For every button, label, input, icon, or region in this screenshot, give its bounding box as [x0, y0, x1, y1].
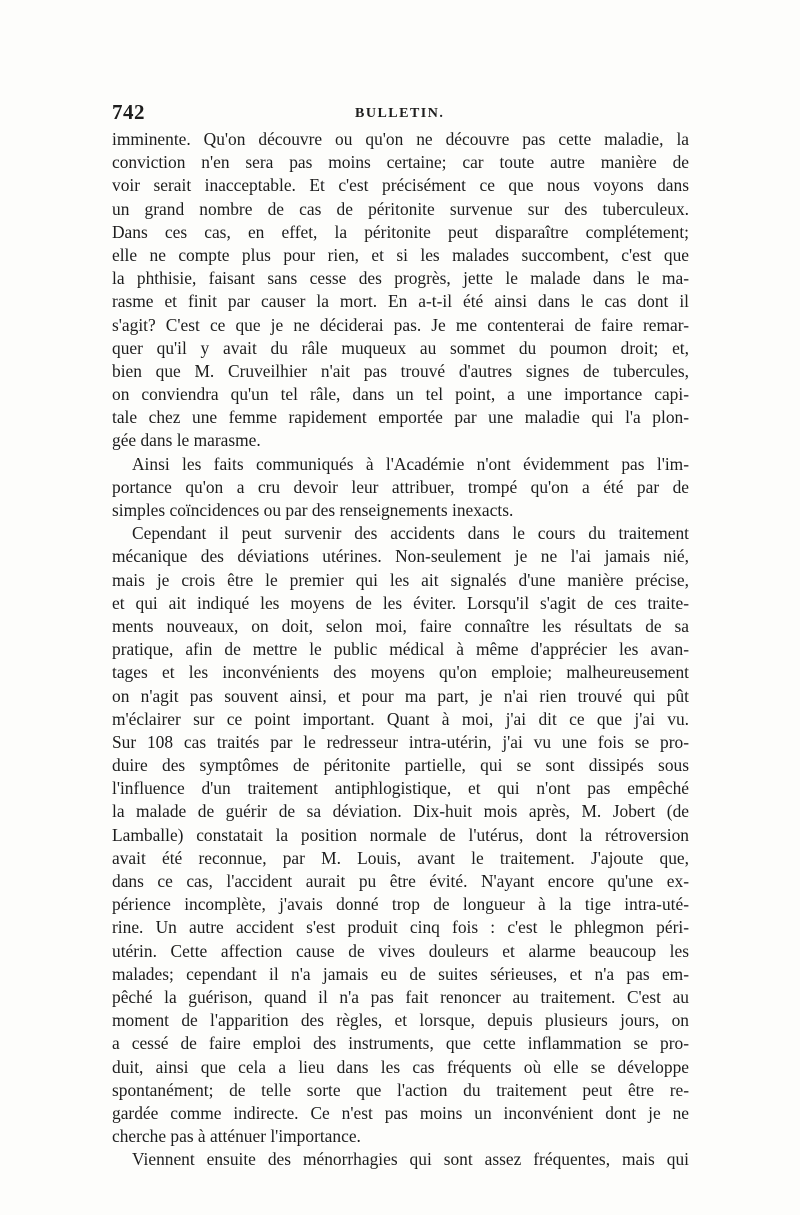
- text-line: pratique, afin de mettre le public médical à même d'apprécier les avan-: [112, 639, 689, 660]
- text-line: gardée comme indirecte. Ce n'est pas moins un inconvénient dont je ne: [112, 1102, 689, 1123]
- text-line: utérin. Cette affection cause de vives douleurs et alarme beaucoup les: [112, 940, 689, 961]
- body-text: [112, 128, 689, 1171]
- text-line: tages et les inconvénients des moyens qu'on emploie; malheureusement: [112, 662, 689, 683]
- text-line: imminente. Qu'on découvre ou qu'on ne découvre pas cette maladie, la: [112, 129, 689, 149]
- text-line: on n'agit pas souvent ainsi, et pour ma part, je n'ai rien trouvé qui pût: [112, 685, 689, 706]
- text-line: duire des symptômes de péritonite partielle, qui se sont dissipés sous: [112, 755, 689, 776]
- text-line: bien que M. Cruveilhier n'ait pas trouvé d'autres signes de tubercules,: [112, 360, 689, 381]
- text-line: rasme et finit par causer la mort. En a-t-il été ainsi dans le cas dont il: [112, 291, 689, 312]
- text-line: malades; cependant il n'a jamais eu de suites sérieuses, et n'a pas em-: [112, 963, 689, 984]
- text-line: et qui ait indiqué les moyens de les éviter. Lorsqu'il s'agit de ces traite-: [112, 592, 689, 613]
- text-line: la phthisie, faisant sans cesse des progrès, jette le malade dans le ma-: [112, 268, 689, 289]
- text-line: Lamballe) constatait la position normale de l'utérus, dont la rétroversion: [112, 824, 689, 845]
- text-line: Sur 108 cas traités par le redresseur intra-utérin, j'ai vu une fois se pro-: [112, 731, 689, 752]
- text-line: m'éclairer sur ce point important. Quant à moi, j'ai dit ce que j'ai vu.: [112, 708, 689, 729]
- text-line: ments nouveaux, on doit, selon moi, faire connaître les résultats de sa: [112, 615, 689, 636]
- paragraph-start-line: Cependant il peut survenir des accidents dans le cours du traitement: [132, 523, 689, 544]
- text-line: Dans ces cas, en effet, la péritonite peut disparaître complétement;: [112, 221, 689, 242]
- text-line: s'agit? C'est ce que je ne déciderai pas. Je me contenterai de faire remar-: [112, 314, 689, 335]
- text-line: quer qu'il y avait du râle muqueux au sommet du poumon droit; et,: [112, 337, 689, 358]
- running-head: [112, 100, 692, 128]
- text-line: voir serait inacceptable. Et c'est précisément ce que nous voyons dans: [112, 175, 689, 196]
- text-line: rine. Un autre accident s'est produit cinq fois : c'est le phlegmon péri-: [112, 917, 689, 938]
- text-line: spontanément; de telle sorte que l'action du traitement peut être re-: [112, 1079, 689, 1100]
- text-line: avait été reconnue, par M. Louis, avant le traitement. J'ajoute que,: [112, 847, 689, 868]
- text-line: duit, ainsi que cela a lieu dans les cas fréquents où elle se développe: [112, 1056, 689, 1077]
- text-line: dans ce cas, l'accident aurait pu être évité. N'ayant encore qu'une ex-: [112, 871, 689, 891]
- text-line: mécanique des déviations utérines. Non-seulement je ne l'ai jamais nié,: [112, 546, 689, 567]
- page-number: 742: [112, 100, 145, 124]
- text-line: périence incomplète, j'avais donné trop de longueur à la tige intra-uté-: [112, 894, 689, 915]
- text-line: a cessé de faire emploi des instruments, que cette inflammation se pro-: [112, 1033, 689, 1054]
- paragraph-end-line: simples coïncidences ou par des renseignements inexacts.: [112, 500, 514, 520]
- text-line: elle ne compte plus pour rien, et si les malades succombent, c'est que: [112, 244, 689, 265]
- text-line: conviction n'en sera pas moins certaine; car toute autre manière de: [112, 152, 689, 173]
- text-line: l'influence d'un traitement antiphlogistique, et qui n'ont pas empêché: [112, 778, 689, 799]
- text-line: on conviendra qu'un tel râle, dans un tel point, a une importance capi-: [112, 384, 689, 405]
- text-line: moment de l'apparition des règles, et lorsque, depuis plusieurs jours, on: [112, 1010, 689, 1031]
- running-title: BULLETIN.: [355, 106, 445, 121]
- paragraph-start-line: Viennent ensuite des ménorrhagies qui sont assez fréquentes, mais qui: [132, 1149, 689, 1170]
- text-line: pêché la guérison, quand il n'a pas fait renoncer au traitement. C'est au: [112, 986, 689, 1007]
- paragraph-start-line: Ainsi les faits communiqués à l'Académie n'ont évidemment pas l'im-: [132, 453, 689, 474]
- paragraph-end-line: gée dans le marasme.: [112, 430, 261, 451]
- paragraph-end-line: cherche pas à atténuer l'importance.: [112, 1126, 361, 1147]
- text-line: un grand nombre de cas de péritonite survenue sur des tuberculeux.: [112, 198, 689, 219]
- text-line: tale chez une femme rapidement emportée par une maladie qui l'a plon-: [112, 407, 689, 428]
- text-line: mais je crois être le premier qui les ait signalés d'une manière précise,: [112, 569, 689, 590]
- text-line: la malade de guérir de sa déviation. Dix-huit mois après, M. Jobert (de: [112, 801, 689, 822]
- text-line: portance qu'on a cru devoir leur attribuer, trompé qu'on a été par de: [112, 476, 689, 497]
